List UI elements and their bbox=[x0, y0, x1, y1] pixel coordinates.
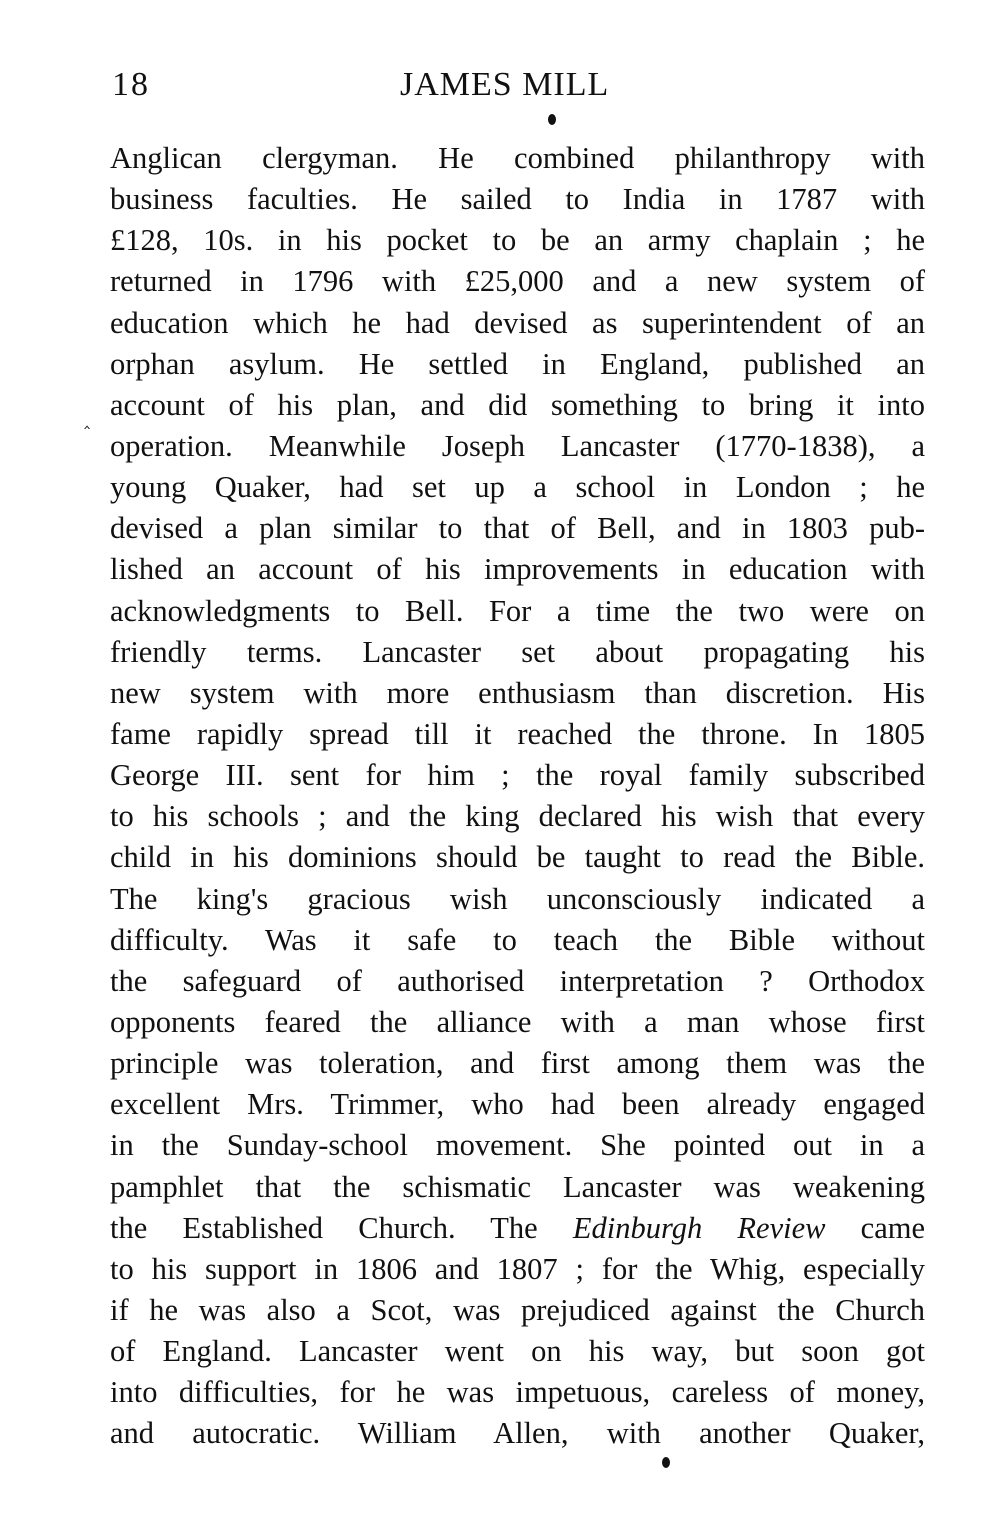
text-line: The king's gracious wish unconsciously indicated a bbox=[110, 881, 925, 916]
journal-title: Edinburgh Review bbox=[572, 1210, 826, 1245]
text-line: into difficulties, for he was impetuous, careless of money, bbox=[110, 1375, 925, 1410]
text-line: if he was also a Scot, was prejudiced against the Church bbox=[110, 1292, 925, 1327]
ink-speck bbox=[662, 1457, 670, 1468]
text-line: education which he had devised as superintendent of an bbox=[110, 305, 925, 340]
text-line: child in his dominions should be taught to read the Bible. bbox=[110, 840, 925, 875]
text-line: orphan asylum. He settled in England, published an bbox=[110, 346, 925, 381]
text-line: acknowledgments to Bell. For a time the two were on bbox=[110, 593, 925, 628]
body-text bbox=[110, 138, 925, 1455]
text-line: opponents feared the alliance with a man whose first bbox=[110, 1004, 925, 1039]
text-line: friendly terms. Lancaster set about propagating his bbox=[110, 634, 925, 669]
text-line: and autocratic. William Allen, with another Quaker, bbox=[110, 1416, 925, 1451]
text-line: devised a plan similar to that of Bell, and in 1803 pub- bbox=[110, 511, 925, 546]
text-line: principle was toleration, and first among them was the bbox=[110, 1046, 925, 1081]
text-line: difficulty. Was it safe to teach the Bible without bbox=[110, 922, 925, 957]
text-line: of England. Lancaster went on his way, but soon got bbox=[110, 1334, 925, 1369]
text-line: new system with more enthusiasm than discretion. His bbox=[110, 675, 925, 710]
text-line: account of his plan, and did something to bring it into bbox=[110, 387, 925, 422]
text-line: to his schools ; and the king declared his wish that every bbox=[110, 799, 925, 834]
text-line: George III. sent for him ; the royal family subscribed bbox=[110, 758, 925, 793]
text-line: lished an account of his improvements in education with bbox=[110, 552, 925, 587]
text-line: young Quaker, had set up a school in London ; he bbox=[110, 470, 925, 505]
text-line: excellent Mrs. Trimmer, who had been already engaged bbox=[110, 1087, 925, 1122]
text-line bbox=[110, 1208, 925, 1249]
running-title: JAMES MILL bbox=[400, 66, 610, 103]
text-line: operation. Meanwhile Joseph Lancaster (1770-1838), a bbox=[110, 428, 925, 463]
text-line: £128, 10s. in his pocket to be an army chaplain ; he bbox=[110, 223, 925, 258]
margin-mark: ‸ bbox=[84, 409, 91, 429]
text-line: business faculties. He sailed to India in 1787 with bbox=[110, 182, 925, 217]
text-line: pamphlet that the schismatic Lancaster was weakening bbox=[110, 1169, 925, 1204]
text-segment: came bbox=[825, 1210, 926, 1245]
text-line: to his support in 1806 and 1807 ; for the Whig, especially bbox=[110, 1251, 925, 1286]
ink-speck bbox=[548, 114, 556, 125]
text-line: in the Sunday-school movement. She pointed out in a bbox=[110, 1128, 925, 1163]
running-head bbox=[0, 66, 1000, 116]
text-line: the safeguard of authorised interpretation ? Orthodox bbox=[110, 963, 925, 998]
text-line: fame rapidly spread till it reached the throne. In 1805 bbox=[110, 716, 925, 751]
text-line: returned in 1796 with £25,000 and a new system of bbox=[110, 264, 925, 299]
text-line: Anglican clergyman. He combined philanthropy with bbox=[110, 141, 925, 175]
page-number: 18 bbox=[112, 66, 150, 103]
text-segment: the Established Church. The bbox=[110, 1210, 573, 1245]
